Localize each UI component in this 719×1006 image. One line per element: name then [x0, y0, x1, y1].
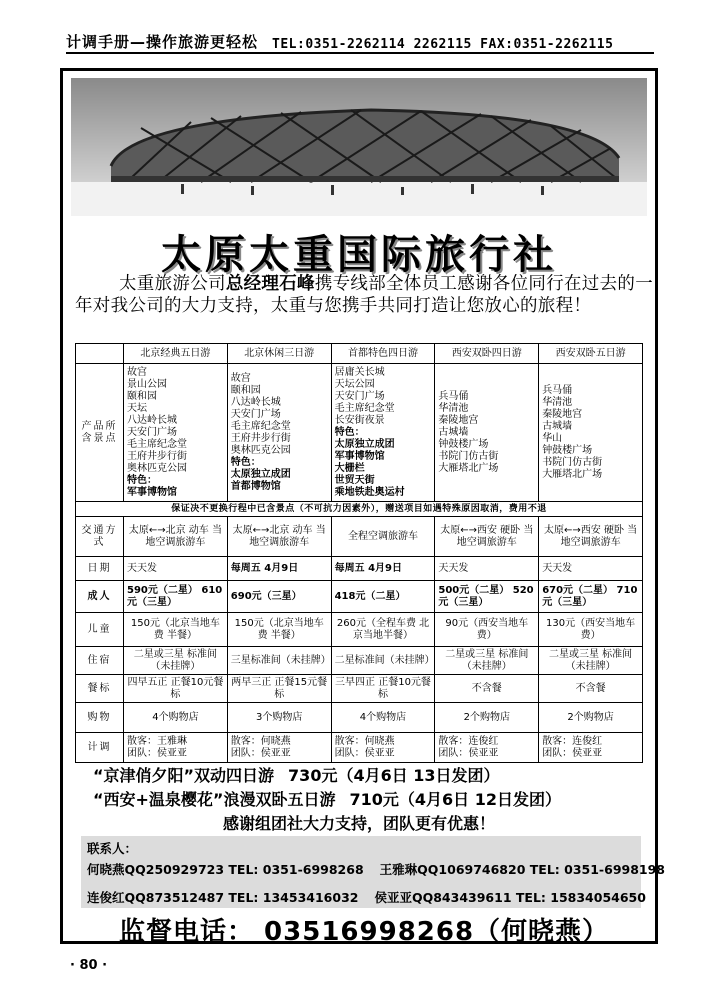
spot-item: 八达岭长城: [230, 396, 281, 408]
meal-cell: 两早三正 正餐15元餐标: [227, 675, 331, 703]
spot-item: 首都博物馆: [230, 480, 281, 492]
contacts-label: 联系人：: [87, 841, 138, 856]
note-row: [76, 502, 643, 517]
promo-name: “京津俏夕阳”双动四日游: [93, 766, 275, 785]
spot-item: 特色：: [334, 426, 365, 438]
operator-row: [76, 733, 643, 763]
spot-item: 王府井步行街: [230, 432, 291, 444]
spot-item: 居庸关长城: [334, 366, 385, 378]
spot-item: 毛主席纪念堂: [334, 402, 395, 414]
shop-cell: 3个购物店: [227, 703, 331, 733]
child-price: 130元（西安当地车费）: [539, 613, 643, 647]
contact-person: [374, 888, 645, 906]
header-subtitle: 计调手册—操作旅游更轻松: [66, 33, 259, 51]
route-header-row: [76, 344, 643, 364]
spot-item: 毛主席纪念堂: [230, 420, 291, 432]
spot-item: 故宫: [127, 366, 147, 378]
contact-tel: TEL: 0351-6998268: [228, 862, 364, 877]
child-price: 260元（全程车费 北京当地半餐）: [331, 613, 435, 647]
route-header: 首都特色四日游: [331, 344, 435, 364]
op-label: 计调: [76, 733, 124, 763]
adult-label: 成人: [76, 581, 124, 613]
contact-name: 连俊红: [87, 890, 125, 905]
promo-line: [93, 787, 685, 810]
itinerary-table: [75, 343, 643, 763]
route-header: 西安双卧五日游: [539, 344, 643, 364]
route-header: 北京休闲三日游: [227, 344, 331, 364]
spots-cell: [227, 364, 331, 502]
contact-person: [87, 860, 364, 878]
spot-item: 奥林匹克公园: [127, 462, 187, 474]
shop-cell: 2个购物店: [435, 703, 539, 733]
contact-person: [87, 888, 358, 906]
op-cell: [124, 733, 228, 763]
hotel-row: [76, 647, 643, 675]
spot-item: 华清池: [438, 402, 469, 414]
op-group: 团队：侯亚亚: [127, 747, 187, 759]
op-group: 团队：侯亚亚: [334, 747, 395, 759]
spot-item: 兵马俑: [542, 384, 573, 396]
spot-item: 毛主席纪念堂: [127, 438, 187, 450]
transport-label: 交通方式: [76, 517, 124, 557]
spots-cell: [331, 364, 435, 502]
spots-cell: [435, 364, 539, 502]
op-retail: 散客：何晓燕: [334, 735, 395, 747]
contact-tel: TEL: 15834054650: [515, 890, 646, 905]
contacts-row: [87, 860, 666, 878]
spot-item: 故宫: [230, 372, 251, 384]
date-label: 日期: [76, 557, 124, 581]
spots-cell: [539, 364, 643, 502]
contact-person: [380, 860, 665, 878]
meal-row: [76, 675, 643, 703]
spot-item: 天坛公园: [334, 378, 375, 390]
intro-bold: 总经理石峰: [225, 274, 315, 294]
adult-price: 690元（三星）: [227, 581, 331, 613]
contact-qq: QQ873512487: [124, 890, 225, 905]
supervision-hotline: 监督电话： 03516998268（何晓燕）: [119, 917, 610, 947]
transport-cell: 全程空调旅游车: [331, 517, 435, 557]
date-cell: 每周五 4月9日: [227, 557, 331, 581]
thanks-line: 感谢组团社大力支持，团队更有优惠！: [222, 814, 495, 833]
spot-item: 八达岭长城: [127, 414, 177, 426]
stadium-photo: [71, 78, 647, 216]
spot-item: 书院门仿古街: [438, 450, 499, 462]
child-price: 90元（西安当地车费）: [435, 613, 539, 647]
header-contact: TEL:0351-2262114 2262115 FAX:0351-2262115: [272, 37, 614, 52]
contact-name: 王雅琳: [379, 862, 418, 877]
op-group: 团队：侯亚亚: [438, 747, 499, 759]
adult-price: 418元（二星）: [331, 581, 435, 613]
hotel-cell: 二星或三星 标准间（未挂牌）: [435, 647, 539, 675]
spot-item: 颐和园: [230, 384, 261, 396]
spot-item: 天安门广场: [334, 390, 385, 402]
spot-item: 钟鼓楼广场: [438, 438, 489, 450]
spot-item: 太原独立成团: [230, 468, 291, 480]
meal-cell: 不含餐: [539, 675, 643, 703]
date-cell: 天天发: [539, 557, 643, 581]
transport-row: [76, 517, 643, 557]
spots-cell: [124, 364, 228, 502]
spot-item: 特色：: [230, 456, 261, 468]
contact-qq: QQ843439611: [411, 890, 512, 905]
spot-item: 奥林匹克公园: [230, 444, 291, 456]
page-number: · 80 ·: [70, 958, 108, 973]
promo-name: “西安+温泉樱花”浪漫双卧五日游: [93, 790, 336, 809]
contact-name: 何晓燕: [87, 862, 125, 877]
contact-name: 侯亚亚: [374, 890, 412, 905]
spot-item: 军事博物馆: [127, 486, 177, 498]
hotel-cell: 二星标准间（未挂牌）: [331, 647, 435, 675]
adult-price-row: [76, 581, 643, 613]
spot-item: 大雁塔北广场: [438, 462, 499, 474]
ad-frame: [60, 68, 666, 947]
spot-item: 颐和园: [127, 390, 157, 402]
spot-item: 王府井步行街: [127, 450, 187, 462]
contact-tel: TEL: 13453416032: [228, 890, 359, 905]
promo-price: 710元（4月6日 12日发团）: [349, 790, 561, 809]
contacts-box: [81, 836, 666, 908]
spot-item: 秦陵地宫: [542, 408, 583, 420]
op-retail: 散客：连俊红: [438, 735, 499, 747]
op-retail: 散客：何晓燕: [230, 735, 291, 747]
date-row: [76, 557, 643, 581]
adult-price: 590元（二星） 610元（三星）: [124, 581, 228, 613]
spot-item: 秦陵地宫: [438, 414, 479, 426]
transport-cell: 太原←→北京 动车 当地空调旅游车: [227, 517, 331, 557]
shopping-row: [76, 703, 643, 733]
child-label: 儿童: [76, 613, 124, 647]
child-price: 150元（北京当地车费 半餐）: [124, 613, 228, 647]
op-cell: [539, 733, 643, 763]
spot-item: 天安门广场: [230, 408, 281, 420]
hotel-cell: 二星或三星 标准间（未挂牌）: [124, 647, 228, 675]
meal-cell: 三早四正 正餐10元餐标: [331, 675, 435, 703]
child-price: 150元（北京当地车费 半餐）: [227, 613, 331, 647]
spot-item: 古城墙: [438, 426, 469, 438]
op-cell: [331, 733, 435, 763]
spot-item: 长安街夜景: [334, 414, 385, 426]
agency-title: 太原太重国际旅行社: [161, 232, 557, 278]
contact-qq: QQ250929723: [124, 862, 225, 877]
promo-line: [93, 763, 685, 786]
spot-item: 天安门广场: [127, 426, 177, 438]
shop-cell: 4个购物店: [124, 703, 228, 733]
hotel-cell: 三星标准间（未挂牌）: [227, 647, 331, 675]
transport-cell: 太原←→西安 硬卧 当地空调旅游车: [435, 517, 539, 557]
adult-price: 670元（二星） 710元（三星）: [539, 581, 643, 613]
spot-item: 古城墙: [542, 420, 573, 432]
spot-item: 华山: [542, 432, 563, 444]
op-group: 团队：侯亚亚: [230, 747, 291, 759]
spot-item: 太原独立成团: [334, 438, 395, 450]
promo-price: 730元（4月6日 13日发团）: [288, 766, 500, 785]
spot-item: 书院门仿古街: [542, 456, 603, 468]
adult-price: 500元（二星） 520元（三星）: [435, 581, 539, 613]
intro-text-2: 携专线部全体员工感谢各位同行在过去的一年对我公司的大力支持，太重与您携手共同打造让您放心的旅程！: [75, 274, 654, 316]
route-header: 北京经典五日游: [124, 344, 228, 364]
shop-cell: 2个购物店: [539, 703, 643, 733]
spot-item: 特色：: [127, 474, 157, 486]
date-cell: 天天发: [435, 557, 539, 581]
meal-cell: 不含餐: [435, 675, 539, 703]
meal-label: 餐标: [76, 675, 124, 703]
shop-label: 购物: [76, 703, 124, 733]
date-cell: 天天发: [124, 557, 228, 581]
hotel-cell: 二星或三星 标准间（未挂牌）: [539, 647, 643, 675]
op-cell: [435, 733, 539, 763]
hotel-label: 住宿: [76, 647, 124, 675]
spots-label: 产品所含景点: [76, 364, 124, 502]
spot-item: 乘地铁赴奥运村: [334, 486, 405, 498]
page-header: [66, 32, 654, 54]
shop-cell: 4个购物店: [331, 703, 435, 733]
spot-item: 世贸天街: [334, 474, 375, 486]
intro-text-1: 太重旅游公司: [119, 274, 226, 294]
spot-item: 华清池: [542, 396, 573, 408]
transport-cell: 太原←→北京 动车 当地空调旅游车: [124, 517, 228, 557]
contact-qq: QQ1069746820: [417, 862, 526, 877]
op-group: 团队：侯亚亚: [542, 747, 603, 759]
spot-item: 天坛: [127, 402, 147, 414]
spot-item: 兵马俑: [438, 390, 469, 402]
stadium-photo-art: [71, 78, 647, 216]
guarantee-note: 保证决不更换行程中已含景点（不可抗力因素外），赠送项目如遇特殊原因取消，费用不退: [76, 502, 643, 517]
spot-item: 军事博物馆: [334, 450, 385, 462]
op-retail: 散客：连俊红: [542, 735, 603, 747]
op-cell: [227, 733, 331, 763]
contacts-row: [87, 888, 646, 906]
transport-cell: 太原←→西安 硬卧 当地空调旅游车: [539, 517, 643, 557]
corner-cell: [76, 344, 124, 364]
child-price-row: [76, 613, 643, 647]
route-header: 西安双卧四日游: [435, 344, 539, 364]
spots-row: [76, 364, 643, 502]
op-retail: 散客：王雅琳: [127, 735, 187, 747]
contact-tel: TEL: 0351-6998198: [529, 862, 666, 877]
spot-item: 大雁塔北广场: [542, 468, 603, 480]
meal-cell: 四早五正 正餐10元餐标: [124, 675, 228, 703]
spot-item: 大栅栏: [334, 462, 365, 474]
date-cell: 每周五 4月9日: [331, 557, 435, 581]
intro-paragraph: [75, 273, 653, 317]
spot-item: 景山公园: [127, 378, 167, 390]
spot-item: 钟鼓楼广场: [542, 444, 593, 456]
